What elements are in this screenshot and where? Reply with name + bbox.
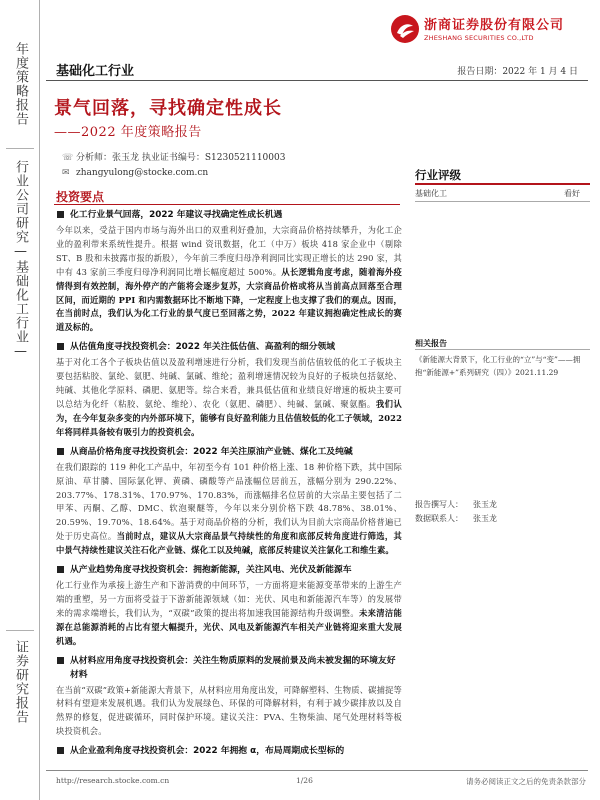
sidebar-report-type: 年度策略报告	[13, 42, 28, 126]
section-heading: 从商品价格角度寻找投资机会：2022 年关注原油产业链、煤化工及纯碱	[56, 445, 402, 459]
related-report-item[interactable]: 《新能源大背景下，化工行业的“立”与“变”——拥抱“新能源+”系列研究（四）》2021.11.29	[415, 355, 581, 377]
header-divider	[46, 80, 588, 81]
author-label: 报告撰写人：	[415, 500, 463, 509]
left-sidebar	[0, 0, 40, 800]
company-logo	[390, 12, 590, 48]
logo-company-name: 浙商证券股份有限公司	[424, 18, 565, 33]
report-date-label: 报告日期：	[457, 67, 503, 77]
bullet-square-icon	[57, 747, 64, 754]
contact-info	[415, 498, 590, 526]
section-paragraph: 在我们跟踪的 119 种化工产品中，年初至今有 101 种价格上涨、18 种价格下跌，其中国际原油、草甘膦、国际氯化钾、黄磷、磷酸等产品涨幅位居前五，涨幅分别为 290.22%、203.77%、178.31%、170.97%、170.83%，而涨幅排名位居前的大宗品主要包括了二甲苯、丙酮、乙醇、DMC、软泡聚醚等，今年以来分别价格下跌 48.78%、38.01%、20.59%、19.70%、18.64%。基于对商品价格的分析，我们认为目前大宗商品价格普遍已处于历史高位。当前时点，建议从大宗商品景气持续性的角度和底部反转角度进行筛选，其中景气持续性建议关注石化产业链、煤化工以及纯碱，底部反转建议关注氯化工和维生素。	[56, 461, 402, 556]
footer-divider	[46, 770, 588, 771]
rating-bar	[415, 183, 590, 185]
section-heading: 从估值角度寻找投资机会：2022 年关注低估值、高盈利的细分领域	[56, 340, 402, 354]
section-emphasis: 从长逻辑角度考虑，随着海外疫情得到有效控制，海外停产的产能将会逐步复苏，大宗商品价格或将从当前高点回落至合理区间，而近期的 PPI 和内需数据环比不断地下降，一定程度上也支撑了我们的观点。因而，在当前时点，我们认为化工行业的景气度已至回落之势，2022 年建议拥抱确定性成长的赛道及标的。	[56, 266, 402, 333]
section-heading: 化工行业景气回落，2022 年建议寻找确定性成长机遇	[56, 208, 402, 222]
data-contact-name: 张玉龙	[473, 514, 497, 523]
report-title: 景气回落，寻找确定性成长	[54, 98, 282, 119]
section-emphasis: 未来清洁能源在总能源消耗的占比有望大幅提升，光伏、风电及新能源汽车相关产业链将迎来重大发展机遇。	[56, 607, 402, 646]
section-paragraph: 今年以来，受益于国内市场与海外出口的双重利好叠加，大宗商品价格持续攀升，为化工企业的盈利带来系统性提升。根据 wind 资讯数据，化工（中万）板块 418 家企业中（剔除 ST、B 股和未披露市报的新股），今年前三季度归母净利润同比实现正增长的达 290 家，其中有 43 家前三季度归母净利润同比增长幅度超过 500%。从长逻辑角度考虑，随着海外疫情得到有效控制，海外停产的产能将会逐步复苏，大宗商品价格或将从当前高点回落至合理区间，而近期的 PPI 和内需数据环比不断地下降，一定程度上也支撑了我们的观点。因而，在当前时点，我们认为化工行业的景气度已至回落之势，2022 年建议拥抱确定性成长的赛道及标的。	[56, 225, 402, 333]
section-paragraph: 基于对化工各个子板块估值以及盈利增速进行分析，我们发现当前估值较低的化工子板块主要包括粘胶、氯纶、氨肥、纯碱、氯碱、维纶；盈利增速情况较为良好的子板块包括氨纶、纯碱、其他化学原料、磷肥、氨肥等。综合来看，兼具低估值和业绩良好增速的板块主要可以总结为化纤（粘胶、氨纶、维纶）、农化（氨肥、磷肥）、纯碱、氯碱、聚氨酯。我们认为，在今年复杂多变的内外部环境下，能够有良好盈利能力且估值较低的化工子领域，2022 年将同样具备较有吸引力的投资机会。	[56, 357, 402, 437]
section-emphasis: 当前时点，建议从大宗商品景气持续性的角度和底部反转角度进行筛选，其中景气持续性建议关注石化产业链、煤化工以及纯碱，底部反转建议关注氯化工和维生素。	[56, 531, 402, 556]
logo-mark-icon	[390, 14, 420, 44]
rating-value: 看好	[564, 189, 580, 198]
mail-icon: ✉	[62, 168, 70, 178]
section-paragraph: 在当前“双碳”政策+新能源大背景下，从材料应用角度出发，可降解塑料、生物质、碳捕捉等材料有望迎来发展机遇。我们认为发展绿色、环保的可降解材料，有利于减少碳排放以及自然界的修复，促进碳循环，同时保护环境。建议关注：PVA、生物柴油、尾气处理材料等板块投资机会。	[56, 684, 402, 737]
rating-divider	[415, 201, 590, 202]
related-divider	[415, 349, 590, 350]
rating-industry: 基础化工	[415, 189, 447, 198]
rating-row	[415, 188, 590, 199]
sidebar-category: 行业公司研究—基础化工行业—	[13, 160, 28, 360]
related-reports-title: 相关报告	[415, 339, 447, 348]
phone-icon: ☏	[62, 153, 74, 163]
rating-title: 行业评级	[415, 168, 461, 182]
sidebar-divider	[6, 630, 34, 631]
sidebar-securities-report: 证券研究报告	[13, 640, 28, 724]
data-contact-label: 数据联系人：	[415, 514, 463, 523]
analyst-name: 分析师：张玉龙 执业证书编号：S1230521110003	[76, 153, 286, 163]
section-emphasis: 我们认为，在今年复杂多变的内外部环境下，能够有良好盈利能力且估值较低的化工子领域，2022 年将同样具备较有吸引力的投资机会。	[56, 398, 402, 437]
footer-disclaimer: 请务必阅读正文之后的免责条款部分	[466, 777, 586, 786]
bullet-square-icon	[57, 657, 64, 664]
analyst-email[interactable]: zhangyulong@stocke.com.cn	[76, 168, 209, 178]
key-points-title: 投资要点	[56, 190, 105, 204]
section-heading: 从产业趋势角度寻找投资机会：拥抱新能源，关注风电、光伏及新能源车	[56, 563, 402, 577]
analyst-info	[62, 151, 285, 181]
key-points-divider	[54, 204, 400, 205]
section-heading: 从材料应用角度寻找投资机会：关注生物质原料的发展前景及尚未被发掘的环境友好材料	[56, 654, 402, 682]
section-heading: 从企业盈利角度寻找投资机会：2022 年拥抱 α，布局周期成长型标的	[56, 744, 402, 758]
report-subtitle: ——2022 年度策略报告	[54, 125, 202, 140]
bullet-square-icon	[57, 448, 64, 455]
bullet-square-icon	[57, 211, 64, 218]
section-paragraph: 化工行业作为承接上游生产和下游消费的中间环节，一方面将迎来能源变革带来的上游生产端的重塑，另一方面将受益于下游新能源领域（如：光伏、风电和新能源汽车等）的发展带来的需求端增长，我们认为，“双碳”政策的提出将加速我国能源结构升级调整。未来清洁能源在总能源消耗的占比有望大幅提升，光伏、风电及新能源汽车相关产业链将迎来重大发展机遇。	[56, 580, 402, 646]
logo-company-name-en: ZHESHANG SECURITIES CO.,LTD	[424, 34, 534, 42]
report-date	[457, 64, 578, 77]
key-points-content	[56, 208, 402, 760]
bullet-square-icon	[57, 566, 64, 573]
author-name: 张玉龙	[473, 500, 497, 509]
bullet-square-icon	[57, 343, 64, 350]
page-number: 1/26	[296, 776, 313, 785]
sidebar-divider	[6, 148, 34, 149]
report-date-value: 2022 年 1 月 4 日	[502, 67, 578, 77]
industry-label: 基础化工行业	[56, 64, 135, 79]
footer-url-link[interactable]: http://research.stocke.com.cn	[56, 776, 170, 785]
